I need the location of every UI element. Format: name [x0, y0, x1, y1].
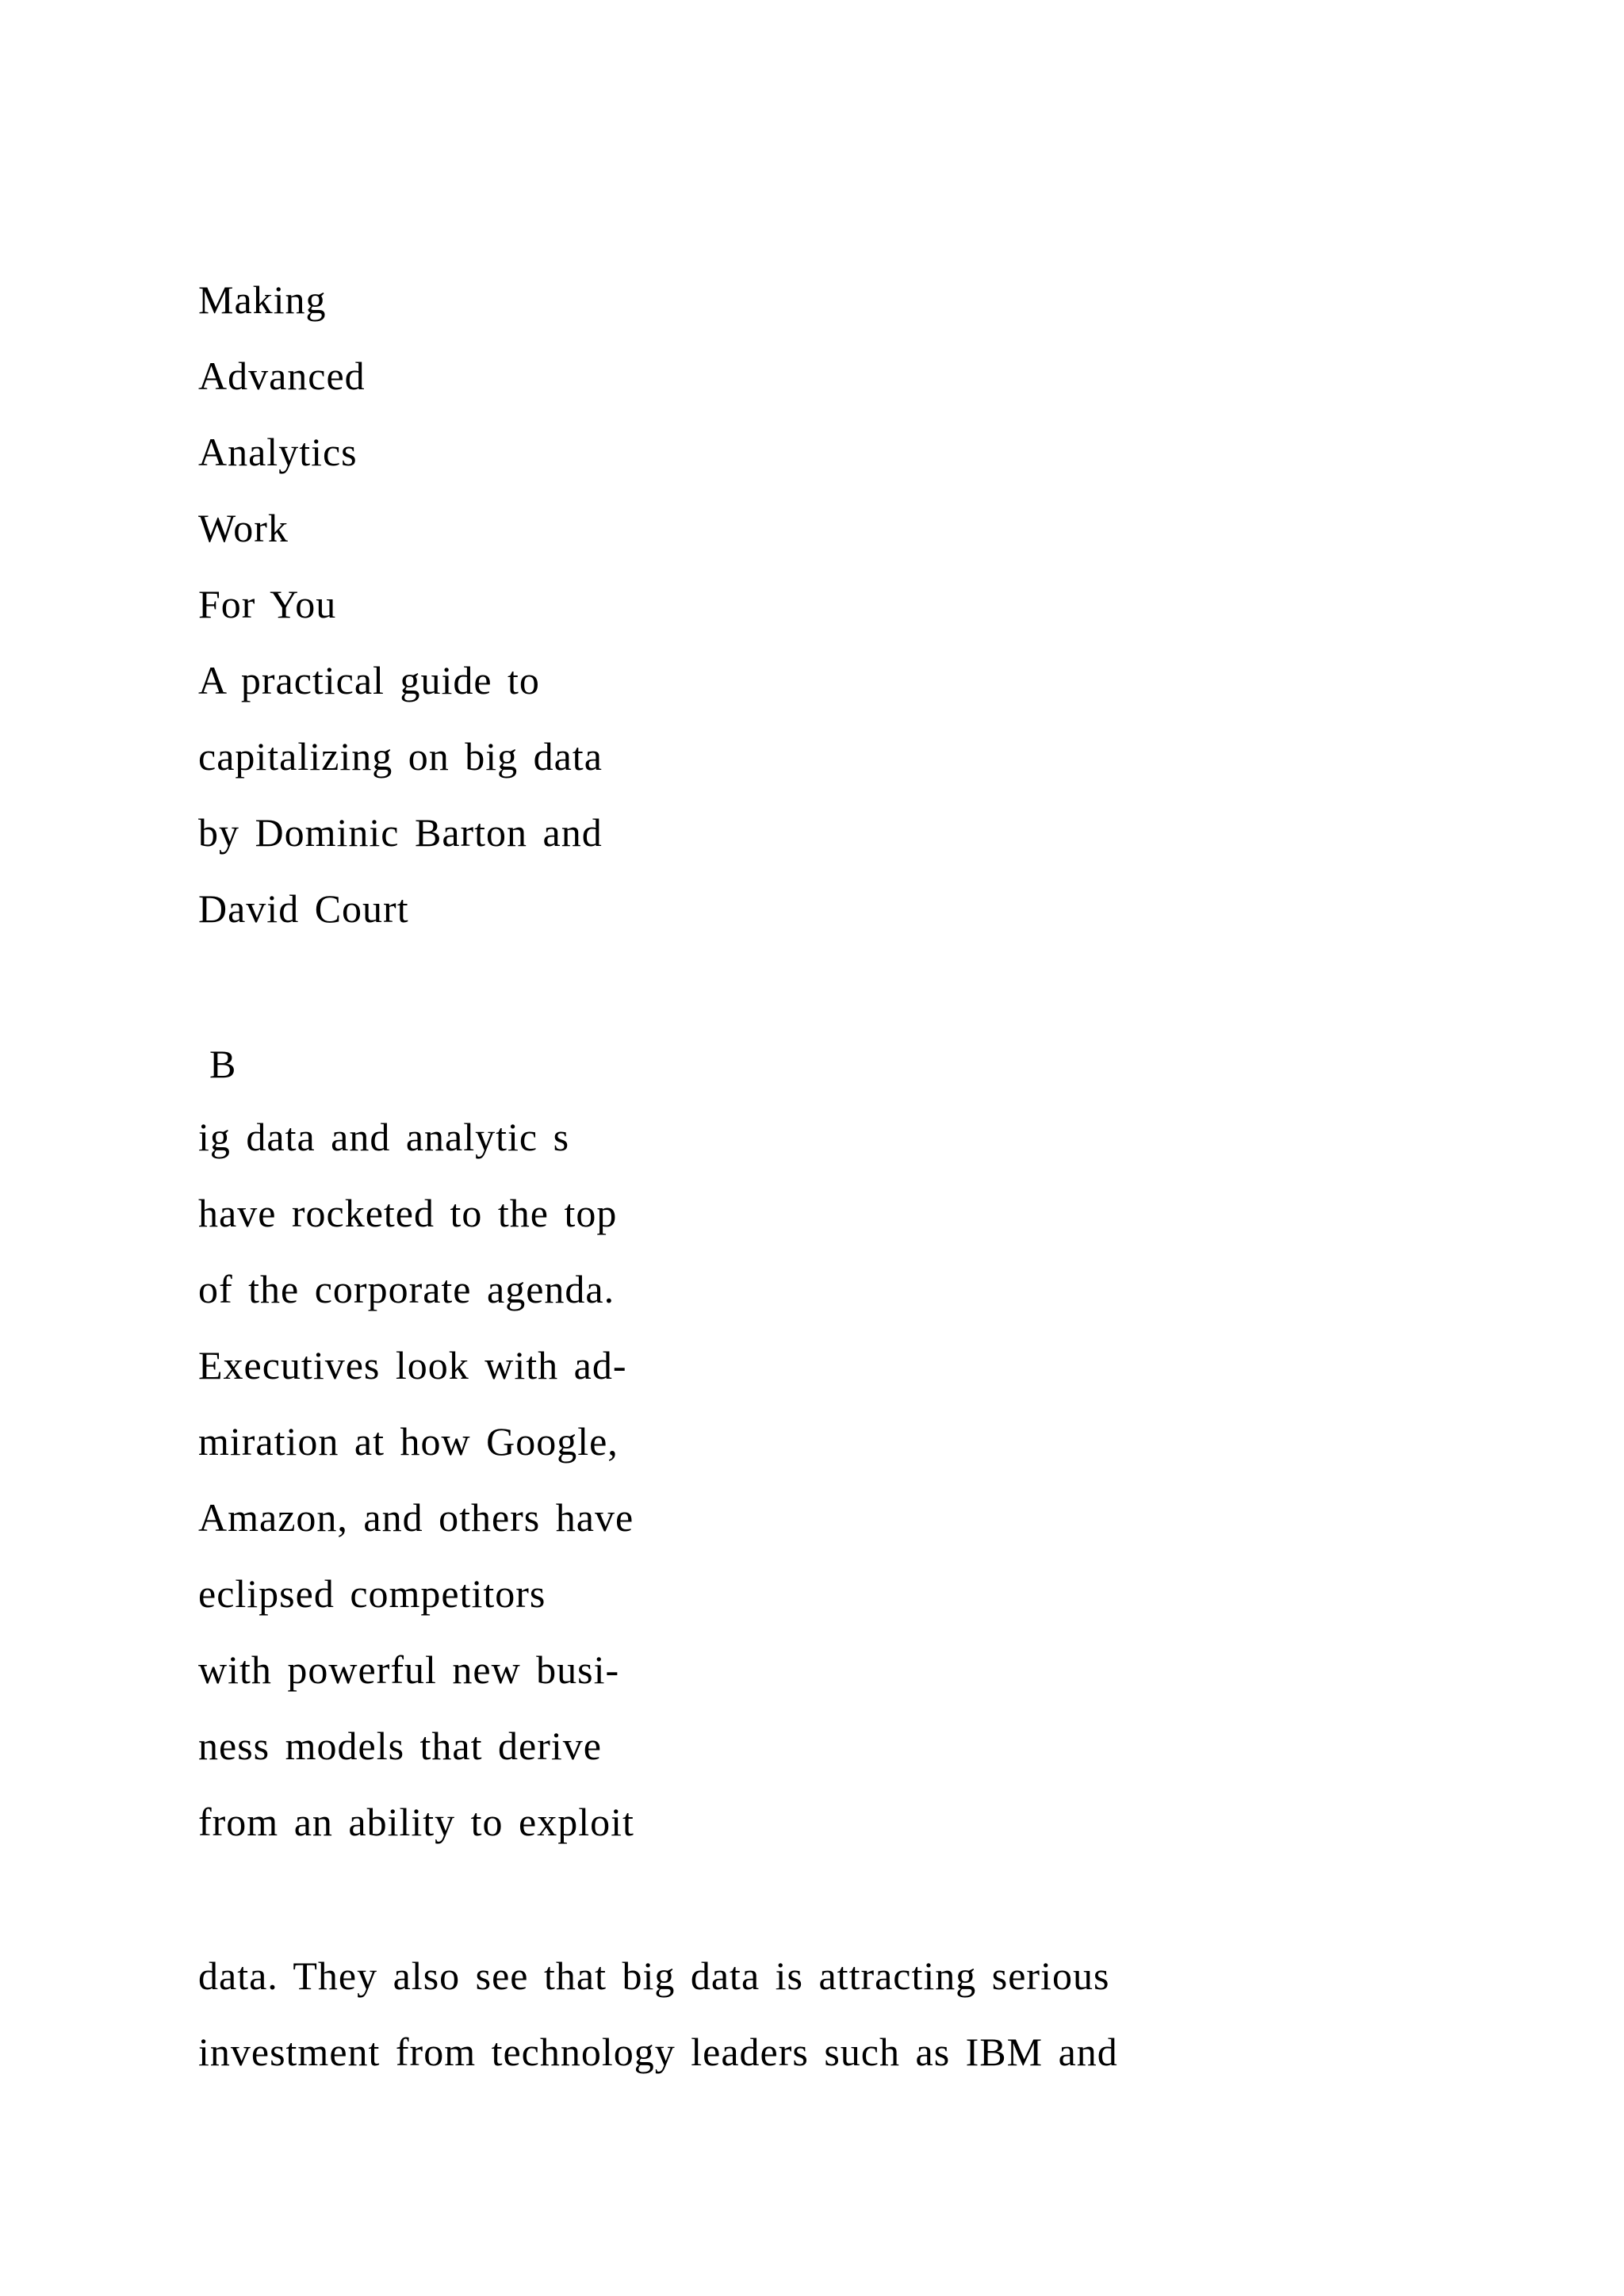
column-line-4: Executives look with ad-: [198, 1343, 627, 1387]
title-line-4: Work: [198, 506, 289, 550]
column-line-3: of the corporate agenda.: [198, 1267, 615, 1311]
byline-line-1: by Dominic Barton and: [198, 810, 603, 855]
title-line-3: Analytics: [198, 430, 358, 474]
column-line-8: with powerful new busi-: [198, 1647, 620, 1692]
column-line-1: ig data and analytic s: [198, 1115, 570, 1159]
column-line-5: miration at how Google,: [198, 1419, 619, 1464]
column-line-9: ness models that derive: [198, 1724, 602, 1768]
drop-cap: B: [209, 1042, 237, 1086]
subtitle-line-2: capitalizing on big data: [198, 734, 603, 779]
byline-line-2: David Court: [198, 886, 409, 931]
body-line-1: data. They also see that big data is attracting serious: [198, 1954, 1110, 1998]
subtitle-line-1: A practical guide to: [198, 658, 540, 702]
title-line-5: For You: [198, 582, 337, 626]
column-line-6: Amazon, and others have: [198, 1495, 634, 1540]
column-line-7: eclipsed competitors: [198, 1571, 546, 1616]
body-line-2: investment from technology leaders such as IBM and: [198, 2030, 1118, 2074]
title-line-2: Advanced: [198, 354, 366, 398]
title-line-1: Making: [198, 277, 327, 322]
column-line-2: have rocketed to the top: [198, 1191, 618, 1235]
column-line-10: from an ability to exploit: [198, 1800, 634, 1844]
